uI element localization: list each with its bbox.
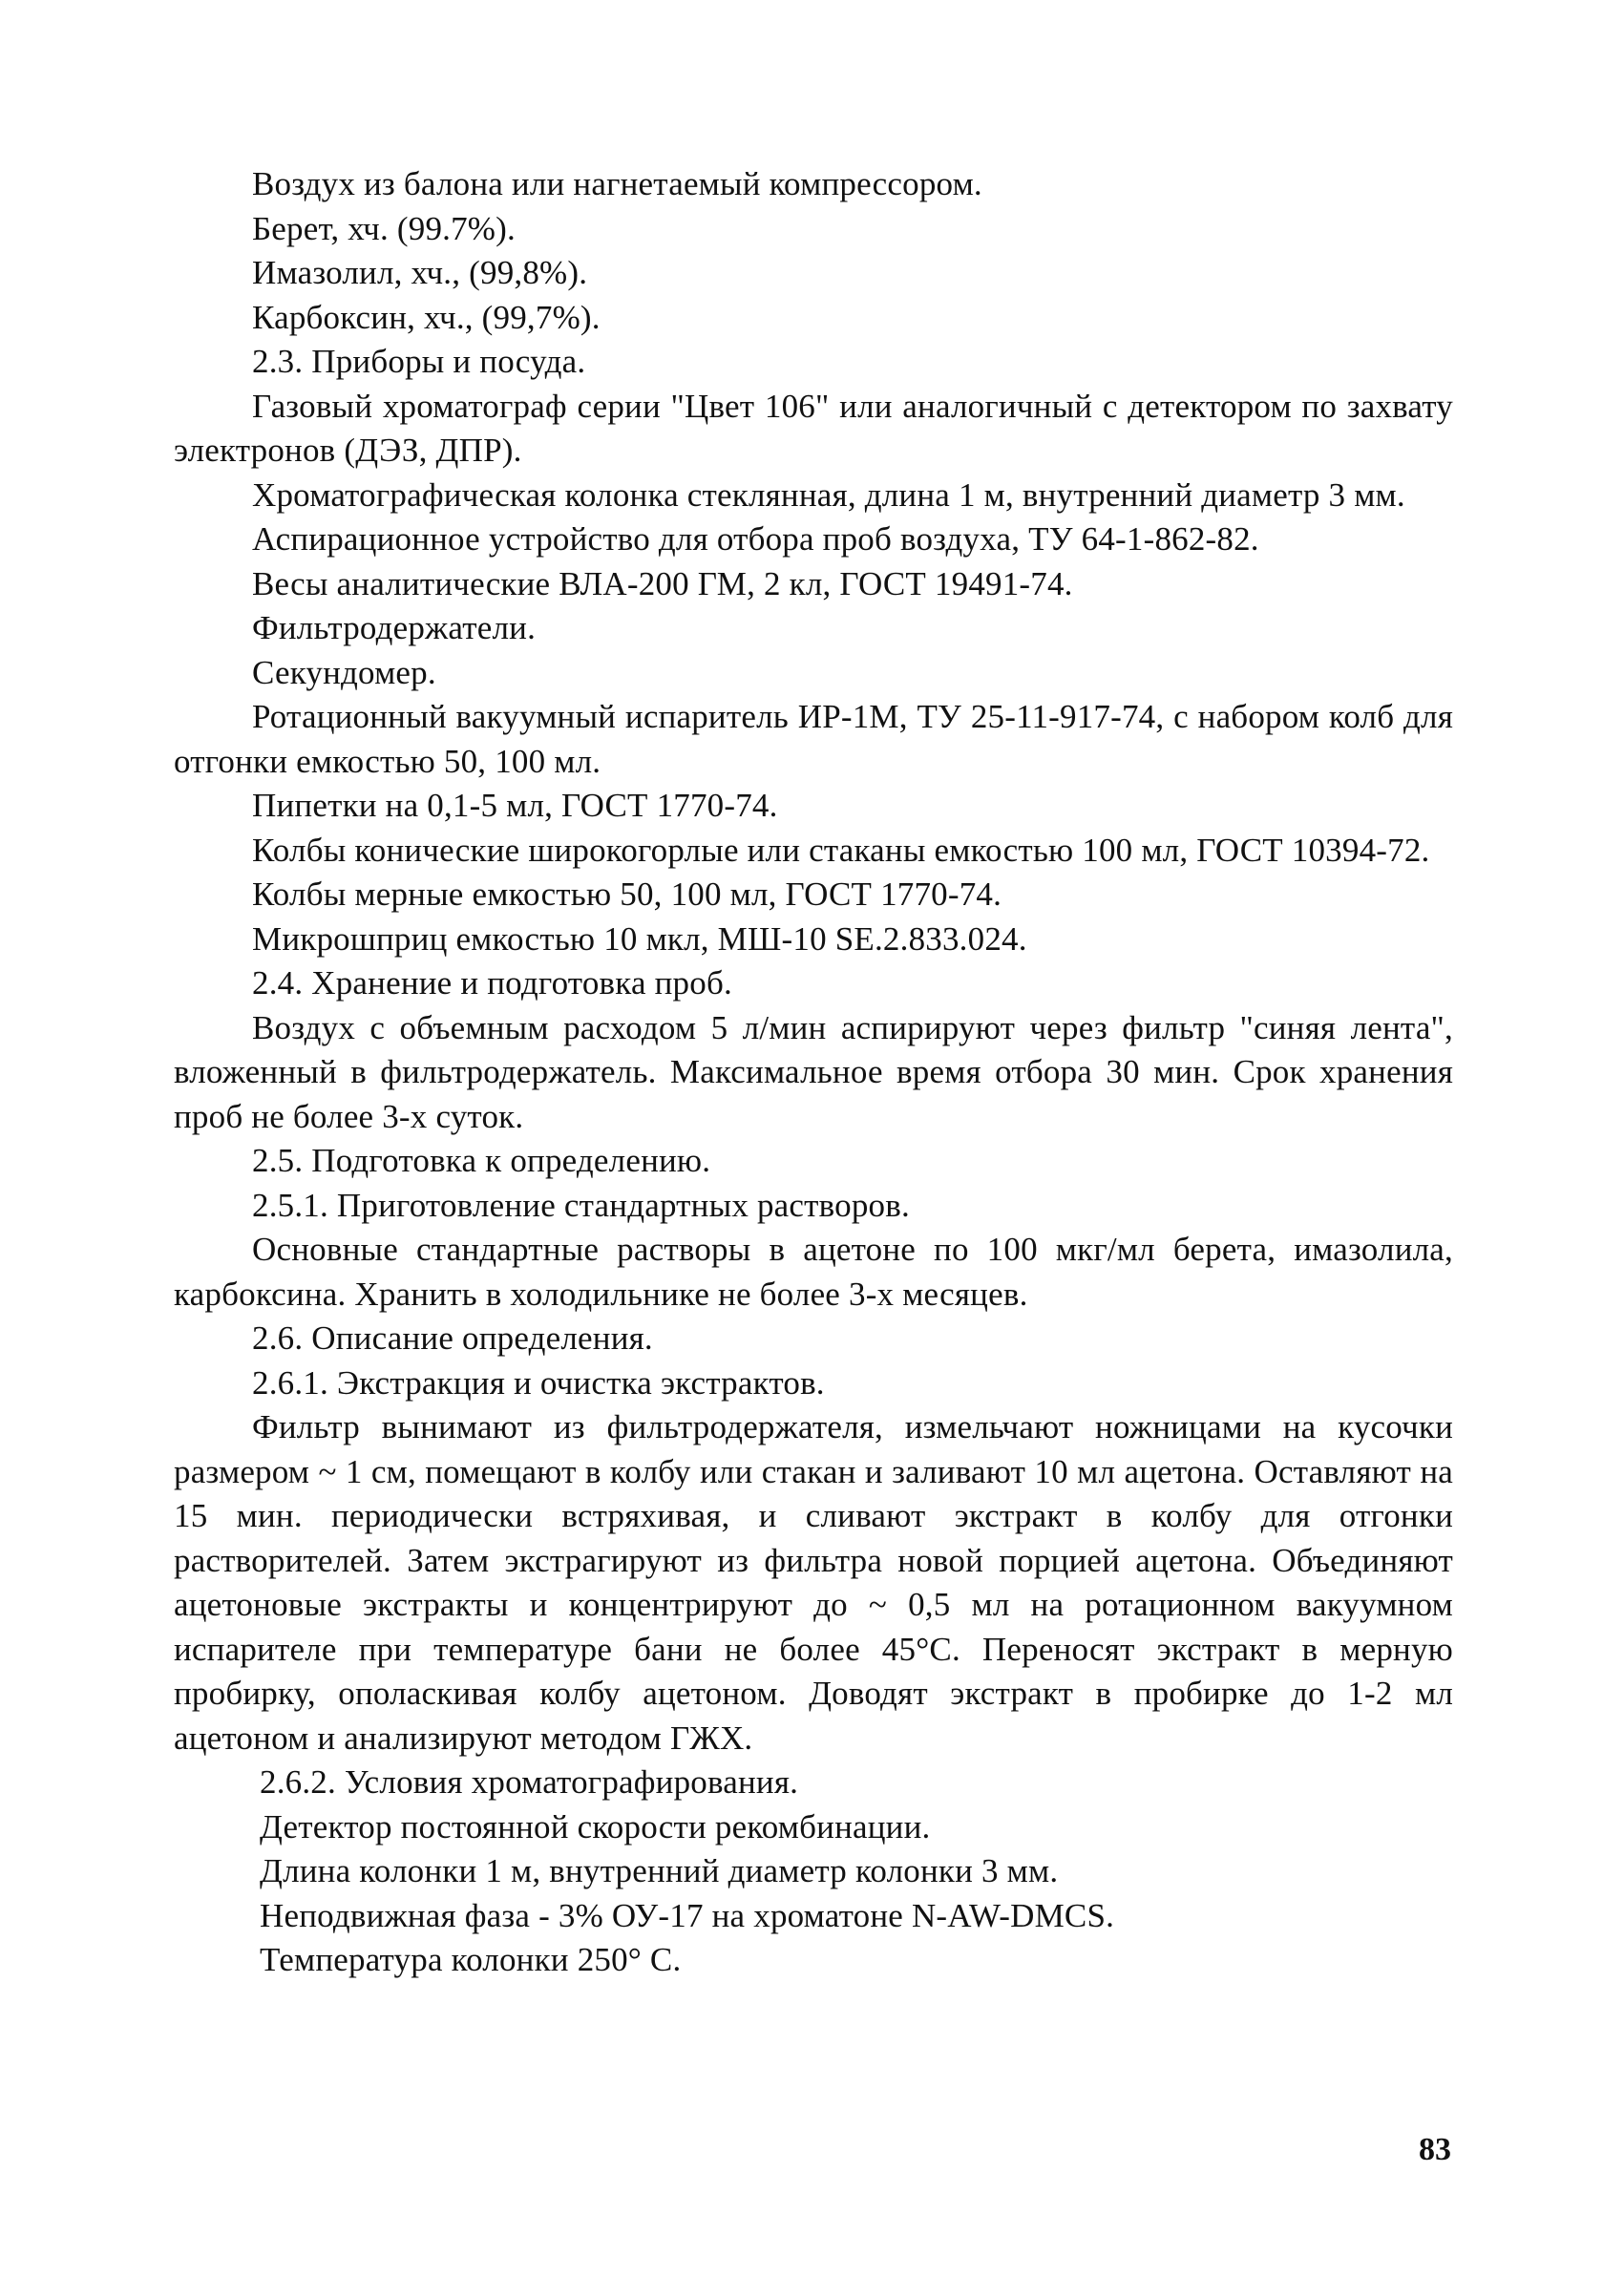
paragraph-column: Хроматографическая колонка стеклянная, длина 1 м, внутренний диаметр 3 мм. [252, 475, 1405, 514]
paragraph-rotary-evaporator: Ротационный вакуумный испаритель ИР-1М, ТУ 25-11-917-74, с набором колб для отгонки емкостью 50, 100 мл. [174, 698, 1453, 780]
paragraph-scales: Весы аналитические ВЛА-200 ГМ, 2 кл, ГОСТ 19491-74. [252, 564, 1073, 602]
paragraph-pipettes: Пипетки на 0,1-5 мл, ГОСТ 1770-74. [252, 787, 778, 824]
paragraph-beret: Берет, хч. (99.7%). [252, 209, 516, 247]
section-heading-2-4: 2.4. Хранение и подготовка проб. [252, 964, 732, 1002]
paragraph-stopwatch: Секундомер. [252, 653, 436, 691]
paragraph-air-source: Воздух из балона или нагнетаемый компрессором. [252, 165, 982, 202]
paragraph-column-length: Длина колонки 1 м, внутренний диаметр колонки 3 мм. [260, 1852, 1059, 1889]
page-number: 83 [1419, 2132, 1451, 2167]
paragraph-stationary-phase: Неподвижная фаза - 3% ОУ-17 на хроматоне N-AW-DMCS. [260, 1896, 1115, 1934]
paragraph-extraction: Фильтр вынимают из фильтродержателя, измельчают ножницами на кусочки размером ~ 1 см, помещают в колбу или стакан и заливают 10 мл ацетона. Оставляют на 15 мин. периодически встряхивая, и сливают экстракт в колбу для отгонки растворителей. Затем экстрагируют из фильтра новой порцией ацетона. Объединяют ацетоновые экстракты и концентрируют до ~ 0,5 мл на ротационном вакуумном испарителе при температуре бани не более 45°С. Переносят экстракт в мерную пробирку, ополаскивая колбу ацетоном. Доводят экстракт в пробирке до 1-2 мл ацетоном и анализируют методом ГЖХ. [174, 1408, 1453, 1757]
paragraph-gas-chromatograph: Газовый хроматограф серии "Цвет 106" или аналогичный с детектором по захвату электронов (ДЭЗ, ДПР). [174, 387, 1453, 469]
section-heading-2-5-1: 2.5.1. Приготовление стандартных растворов. [252, 1186, 910, 1224]
paragraph-column-temperature: Температура колонки 250° С. [260, 1941, 682, 1978]
paragraph-air-sampling: Воздух с объемным расходом 5 л/мин аспирируют через фильтр "синяя лента", вложенный в фильтродержатель. Максимальное время отбора 30 мин. Срок хранения проб не более 3-х суток. [174, 1008, 1453, 1135]
section-heading-2-5: 2.5. Подготовка к определению. [252, 1142, 711, 1179]
paragraph-microsyringe: Микрошприц емкостью 10 мкл, МШ-10 SE.2.833.024. [252, 919, 1027, 958]
section-heading-2-6-2: 2.6.2. Условия хроматографирования. [260, 1763, 799, 1801]
paragraph-standard-solutions: Основные стандартные растворы в ацетоне по 100 мкг/мл берета, имазолила, карбоксина. Хранить в холодильнике не более 3-х месяцев. [174, 1231, 1453, 1313]
paragraph-volumetric-flasks: Колбы мерные емкостью 50, 100 мл, ГОСТ 1770-74. [252, 875, 1002, 913]
paragraph-filter-holders: Фильтродержатели. [252, 609, 537, 646]
paragraph-aspiration-device: Аспирационное устройство для отбора проб воздуха, ТУ 64-1-862-82. [252, 520, 1259, 558]
paragraph-carboxin: Карбоксин, хч., (99,7%). [252, 298, 601, 336]
paragraph-conical-flasks: Колбы конические широкогорлые или стаканы емкостью 100 мл, ГОСТ 10394-72. [252, 831, 1430, 869]
section-heading-2-3: 2.3. Приборы и посуда. [252, 343, 586, 380]
paragraph-detector: Детектор постоянной скорости рекомбинации. [260, 1807, 931, 1846]
paragraph-imazalil: Имазолил, хч., (99,8%). [252, 254, 588, 291]
document-body [174, 162, 1453, 1983]
section-heading-2-6-1: 2.6.1. Экстракция и очистка экстрактов. [252, 1363, 825, 1402]
section-heading-2-6: 2.6. Описание определения. [252, 1319, 653, 1357]
